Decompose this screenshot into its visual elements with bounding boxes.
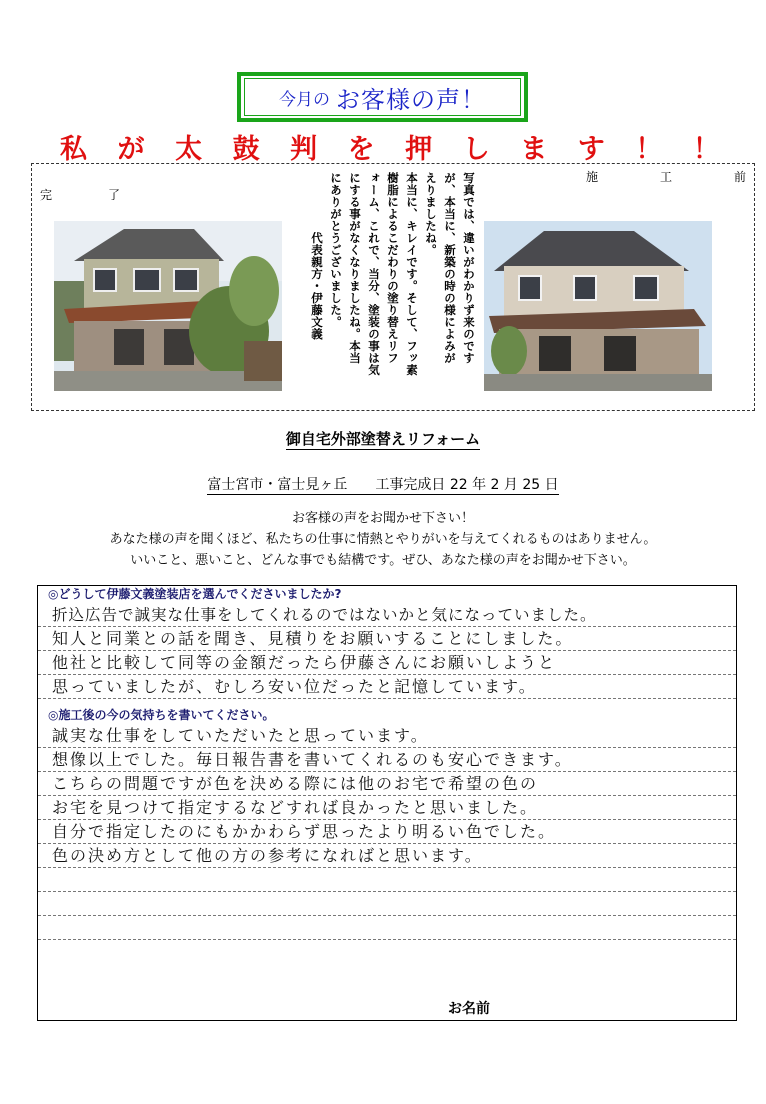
intro-text — [0, 508, 766, 571]
name-label: お名前 — [448, 1001, 490, 1017]
answer-line: 誠実な仕事をしていただいたと思っています。 — [38, 724, 736, 748]
header-title: お客様の声！ — [336, 85, 486, 114]
intro-line: あなた様の声を聞くほど、私たちの仕事に情熱とやりがいを与えてくれるものはありません。 — [109, 532, 657, 547]
intro-line: いいこと、悪いこと、どんな事でも結構です。ぜひ、あなた様の声をお聞かせ下さい。 — [130, 553, 636, 568]
question-1-heading: ◎どうして伊藤文義塗装店を選んでくださいましたか? — [48, 587, 342, 601]
slogan-char: 私 — [60, 133, 87, 165]
answer-line: 色の決め方として他の方の参考になればと思います。 — [38, 844, 736, 868]
page-title-text: 御自宅外部塗替えリフォーム — [285, 430, 481, 448]
house-before-image — [484, 221, 712, 391]
header-small-text: 今月の — [279, 89, 330, 110]
slogan-char: 鼓 — [232, 133, 260, 165]
project-location — [0, 474, 766, 494]
slogan-char: し — [462, 133, 490, 165]
answer-line: 折込広告で誠実な仕事をしてくれるのではないかと気になっていました。 — [38, 603, 736, 627]
slogan — [60, 128, 720, 164]
page-title — [0, 428, 766, 449]
slogan-char: ！ — [635, 133, 663, 165]
comment-signature: 代表親方・伊藤文義 — [310, 232, 324, 340]
slogan-char: 押 — [405, 133, 433, 165]
question-2-heading: ◎施工後の今の気持ちを書いてください。 — [48, 708, 275, 722]
comment-line: にする事がなくなりましたね。本当 — [348, 172, 362, 364]
comment-line: が、本当に、新築の時の様によみが — [443, 172, 457, 364]
label-char: 工 — [659, 170, 672, 184]
comment-line: にありがとうございました。 — [329, 172, 343, 328]
before-photo — [484, 221, 712, 391]
slogan-char: 判 — [290, 133, 318, 165]
questionnaire-box — [37, 585, 737, 1021]
label-char: 前 — [733, 170, 746, 184]
comment-line: 樹脂によるこだわりの塗り替えリフ — [386, 172, 400, 364]
after-photo — [54, 221, 282, 391]
header-inner — [244, 78, 521, 116]
comment-line: ォーム、これで、当分、塗装の事は気 — [367, 172, 381, 376]
label-char: 了 — [107, 188, 120, 202]
answer-line: 想像以上でした。毎日報告書を書いてくれるのも安心できます。 — [38, 748, 736, 772]
house-after-image — [54, 221, 282, 391]
answer-line: 思っていましたが、むしろ安い位だったと記憶しています。 — [38, 675, 736, 699]
blank-line — [38, 868, 736, 892]
intro-line: お客様の声をお聞かせ下さい！ — [291, 511, 474, 526]
slogan-char: ま — [520, 133, 548, 165]
label-before-construction — [586, 168, 746, 185]
answer-line: こちらの問題ですが色を決める際には他のお宅で希望の色の — [38, 772, 736, 796]
answer-line: 知人と同業との話を聞き、見積りをお願いすることにしました。 — [38, 627, 736, 651]
label-completed — [40, 186, 120, 203]
label-char: 施 — [586, 170, 599, 184]
slogan-char: ！ — [692, 133, 720, 165]
comment-line: 写真では、違いがわかりず来のです — [462, 172, 476, 364]
photo-area — [31, 163, 755, 411]
slogan-char: す — [577, 133, 605, 165]
answer-line: お宅を見つけて指定するなどすれば良かったと思いました。 — [38, 796, 736, 820]
slogan-char: 太 — [175, 133, 203, 165]
slogan-char: が — [117, 133, 145, 165]
question-1-answers — [38, 603, 736, 699]
comment-line: 本当に、キレイです。そして、フッ素 — [405, 172, 419, 376]
answer-line: 自分で指定したのにもかかわらず思ったより明るい色でした。 — [38, 820, 736, 844]
blank-line — [38, 916, 736, 940]
question-2-answers — [38, 724, 736, 940]
slogan-char: を — [347, 133, 375, 165]
project-location-text: 富士宮市・富士見ヶ丘 工事完成日 22 年 2 月 25 日 — [207, 477, 559, 493]
owner-comment — [310, 172, 477, 402]
label-char: 完 — [40, 188, 53, 202]
header-box — [237, 72, 528, 122]
blank-line — [38, 892, 736, 916]
answer-line: 他社と比較して同等の金額だったら伊藤さんにお願いしようと — [38, 651, 736, 675]
comment-line: えりましたね。 — [424, 172, 438, 256]
